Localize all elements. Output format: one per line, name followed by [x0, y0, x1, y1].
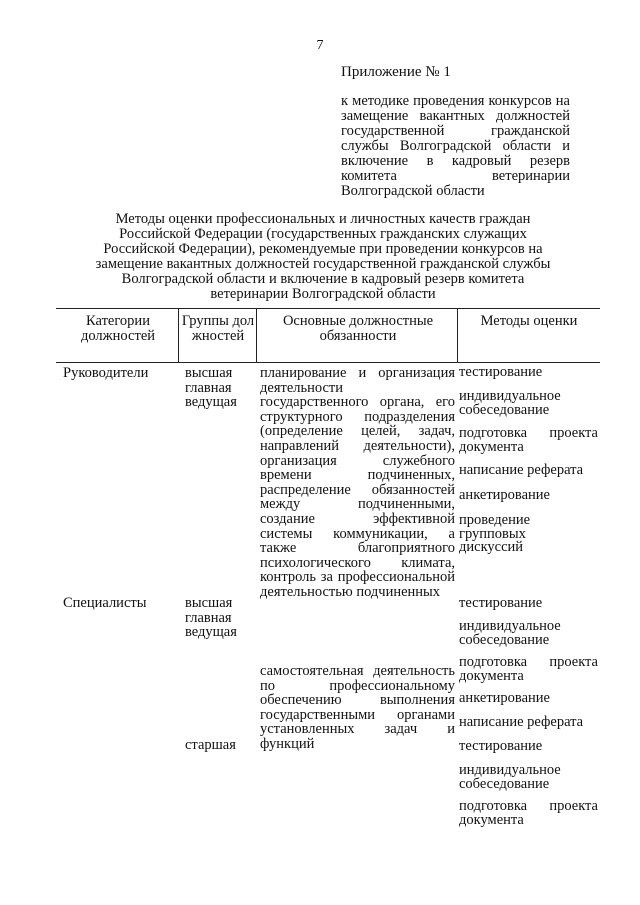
row2-duties: самостоятельная деятельность по профессиональному обеспечению выполнения государственными органами установленных задач и функций	[260, 663, 455, 752]
row1-method-1: тестирование	[459, 364, 543, 380]
row2-method-8: подготовка проекта документа	[459, 798, 598, 828]
table-header-divider-2	[256, 308, 257, 362]
row1-duties: планирование и организация деятельности государственного органа, его структурного подразделения (определение целей, задач, направлений деятельности), организация служебного времени подчиненных, распределение обязанностей между подчиненными, создание эффективной системы коммуникации, а также благоприятного психологического климата, контроль за профессиональной деятельностью подчиненных	[260, 365, 455, 600]
header-methods: Методы оценки	[480, 313, 578, 329]
row2-method-5: написание реферата	[459, 714, 584, 730]
row2-method-4: анкетирование	[459, 690, 550, 706]
row2-method-1: тестирование	[459, 595, 543, 611]
document-title: Методы оценки профессиональных и личностных качеств граждан Российской Федерации (государственных гражданских служащих Российской Федерации), рекомендуемые при проведении конкурсов на замещение вакантных должностей государственной гражданской службы Волгоградской области и включение в кадровый резерв комитета ветеринарии Волгоградской области	[95, 211, 551, 302]
row1-category: Руководители	[63, 365, 149, 381]
appendix-title: Приложение № 1	[341, 64, 451, 80]
table-header-bottom-border	[56, 362, 600, 363]
row1-method-6: проведение групповых дискуссий	[459, 512, 531, 555]
row2-method-6: тестирование	[459, 738, 543, 754]
row1-method-3: подготовка проекта документа	[459, 425, 598, 455]
page-number: 7	[316, 38, 324, 53]
row2-groups: высшая главная ведущая	[185, 595, 237, 641]
row1-groups: высшая главная ведущая	[185, 365, 237, 411]
header-category: Категории должностей	[80, 313, 156, 344]
table-top-border	[56, 308, 600, 309]
row2-method-7: индивидуальное собеседование	[459, 762, 561, 792]
header-duties: Основные должностные обязанности	[282, 313, 434, 344]
appendix-text: к методике проведения конкурсов на замещение вакантных должностей государственной гражданской службы Волгоградской области и включение в кадровый резерв комитета ветеринарии Волгоградской области	[341, 93, 570, 199]
row1-method-4: написание реферата	[459, 462, 584, 478]
row1-method-5: анкетирование	[459, 487, 550, 503]
table-header-divider-3	[457, 308, 458, 362]
table-header-divider-1	[178, 308, 179, 362]
row2-method-3: подготовка проекта документа	[459, 654, 598, 684]
row2-category: Специалисты	[63, 595, 147, 611]
row1-method-2: индивидуальное собеседование	[459, 388, 561, 418]
row2-method-2: индивидуальное собеседование	[459, 618, 561, 648]
header-groups: Группы должностей	[181, 313, 255, 344]
row2-groups-2: старшая	[185, 737, 236, 753]
